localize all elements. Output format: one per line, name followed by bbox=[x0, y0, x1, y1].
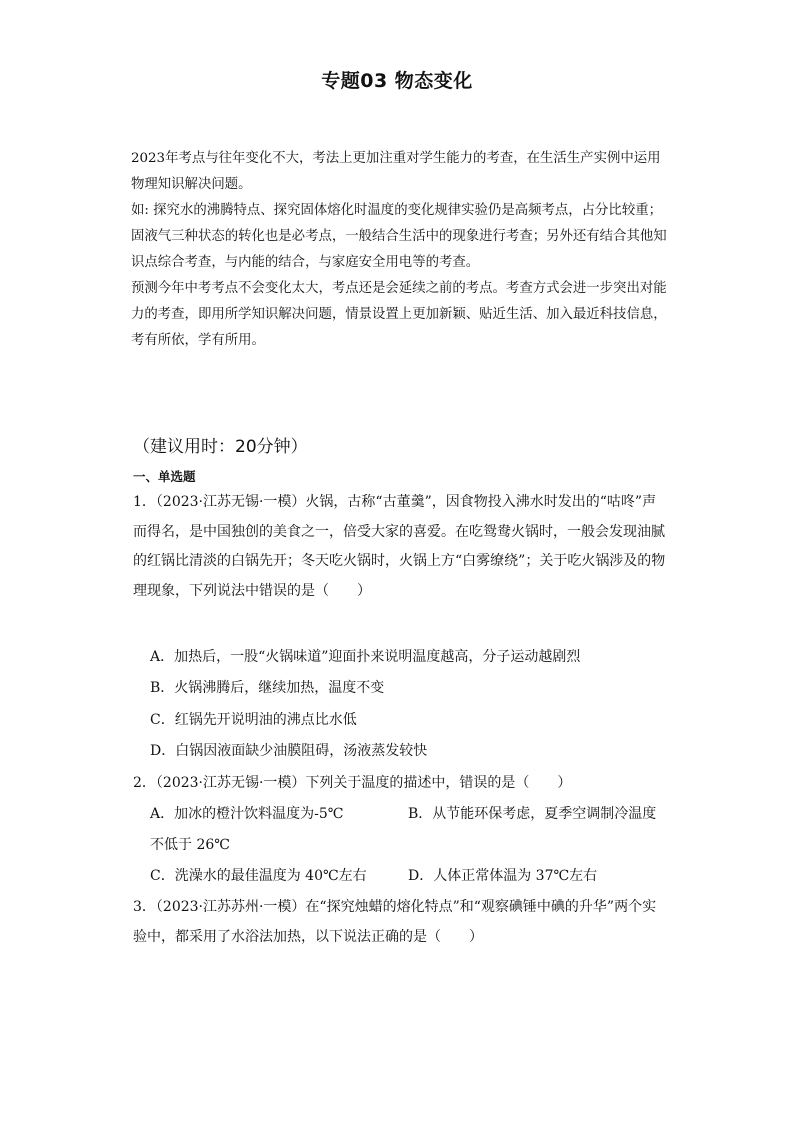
question-1 bbox=[133, 488, 668, 606]
question-2-option-b-continued: 不低于 26℃ bbox=[150, 837, 230, 853]
question-2-option-d: D．人体正常体温为 37℃左右 bbox=[408, 868, 598, 884]
question-1-option-a: A．加热后，一股“火锅味道”迎面扑来说明温度越高，分子运动越剧烈 bbox=[150, 649, 581, 665]
intro-paragraph-1: 2023年考点与往年变化不大，考法上更加注重对学生能力的考查，在生活生产实例中运用物理知识解决问题。 bbox=[131, 151, 661, 192]
question-2-option-b: B．从节能环保考虑，夏季空调制冷温度 bbox=[408, 806, 657, 822]
question-2-stem: 2．（2023·江苏无锡·一模）下列关于温度的描述中，错误的是（ ） bbox=[133, 775, 572, 791]
time-hint: （建议用时：20分钟） bbox=[133, 437, 308, 457]
question-2-option-a: A．加冰的橙汁饮料温度为-5℃ bbox=[150, 806, 344, 822]
question-3 bbox=[133, 893, 668, 952]
question-1-option-d: D．白锅因液面缺少油膜阻碍，汤液蒸发较快 bbox=[150, 743, 428, 759]
question-1-option-c: C．红锅先开说明油的沸点比水低 bbox=[150, 712, 357, 728]
question-3-stem: 3．（2023·江苏苏州·一模）在“探究烛蜡的熔化特点”和“观察碘锤中碘的升华”两个实验中，都采用了水浴法加热，以下说法正确的是（ ） bbox=[133, 899, 657, 945]
question-2-option-c: C．洗澡水的最佳温度为 40℃左右 bbox=[150, 868, 367, 884]
question-1-option-b: B．火锅沸腾后，继续加热，温度不变 bbox=[150, 680, 385, 696]
intro-block bbox=[131, 146, 667, 354]
intro-paragraph-3: 预测今年中考考点不会变化太大，考点还是会延续之前的考点。考查方式会进一步突出对能力的考查，即用所学知识解决问题，情景设置上更加新颖、贴近生活、加入最近科技信息，考有所依，学有所用。 bbox=[131, 281, 667, 348]
page-title: 专题03 物态变化 bbox=[321, 70, 473, 92]
section-heading: 一、单选题 bbox=[133, 469, 196, 484]
question-2 bbox=[133, 769, 668, 799]
question-1-stem: 1．（2023·江苏无锡·一模）火锅，古称“古董羹”，因食物投入沸水时发出的“咕咚”声而得名，是中国独创的美食之一，倍受大家的喜爱。在吃鸳鸯火锅时，一般会发现油腻的红锅比清淡的白锅先开；冬天吃火锅时，火锅上方“白雾缭绕”；关于吃火锅涉及的物理现象，下列说法中错误的是（ ） bbox=[133, 494, 666, 599]
intro-paragraph-2: 如: 探究水的沸腾特点、探究固体熔化时温度的变化规律实验仍是高频考点，占分比较重；固液气三种状态的转化也是必考点，一般结合生活中的现象进行考查；另外还有结合其他知识点综合考查，与内能的结合，与家庭安全用电等的考查。 bbox=[131, 203, 667, 270]
